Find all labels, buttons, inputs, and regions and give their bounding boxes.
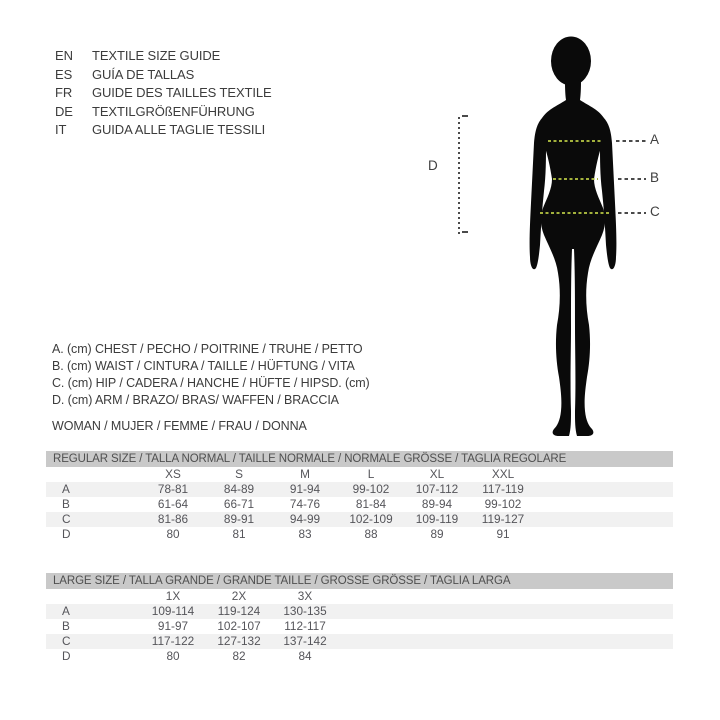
row-label: B [62,497,70,511]
cell: 91 [496,527,510,541]
table-row [46,497,673,512]
regular-size-header-row [46,467,673,482]
table-row [46,619,673,634]
language-row [55,103,272,122]
cell: 99-102 [484,497,522,511]
corner-cell [46,467,140,482]
cell: 107-112 [415,482,459,496]
col-header: XL [429,467,445,481]
silhouette-right-arm [600,117,616,269]
corner-cell [46,589,140,604]
col-header: S [235,467,243,481]
row-label: B [62,619,70,633]
language-code: DE [55,103,73,119]
measurement-hip: C. (cm) HIP / CADERA / HANCHE / HÜFTE / HIPSD. (cm) [52,376,370,390]
cell: 94-99 [289,512,321,526]
woman-silhouette [515,33,635,443]
arm-line-bottom-tick [462,231,468,233]
chest-measure-line [548,140,601,142]
silhouette-head [551,37,591,86]
cell: 119-124 [217,604,261,618]
row-label: C [62,634,71,648]
col-header: L [367,467,375,481]
regular-size-table-title: REGULAR SIZE / TALLA NORMAL / TAILLE NORMALE / NORMALE GRÖSSE / TAGLIA REGOLARE [46,451,673,467]
waist-measure-line [553,178,598,180]
language-title: GUIDE DES TAILLES TEXTILE [92,85,272,101]
cell: 74-76 [289,497,321,511]
row-label: A [62,604,70,618]
cell: 127-132 [217,634,261,648]
row-label: A [62,482,70,496]
col-header: 1X [165,589,181,603]
table-row [46,634,673,649]
language-title: TEXTILGRÖßENFÜHRUNG [92,103,255,119]
language-list [55,47,272,140]
waist-pointer-line [618,178,646,180]
language-title: GUIDA ALLE TAGLIE TESSILI [92,122,266,138]
arm-measure-line [458,117,460,234]
large-size-header-row [46,589,673,604]
arm-line-top-tick [462,115,468,117]
large-size-table [46,573,673,664]
cell: 112-117 [284,619,326,633]
table-row [46,512,673,527]
cell: 137-142 [283,634,327,648]
language-row [55,47,272,66]
language-title: GUÍA DE TALLAS [92,66,195,82]
col-header: M [300,467,310,481]
col-header: 2X [231,589,247,603]
cell: 109-114 [151,604,195,618]
chest-label: A [650,132,660,147]
regular-size-table [46,451,673,542]
silhouette-body [540,79,606,436]
cell: 91-94 [289,482,321,496]
cell: 83 [298,527,312,541]
language-row [55,121,272,140]
cell: 81 [232,527,246,541]
table-row [46,482,673,497]
language-code: EN [55,48,73,63]
language-title: TEXTILE SIZE GUIDE [92,48,221,63]
cell: 81-84 [355,497,387,511]
row-label: C [62,512,71,526]
language-code: ES [55,66,73,82]
cell: 84 [298,649,312,663]
measurement-chest: A. (cm) CHEST / PECHO / POITRINE / TRUHE / PETTO [52,342,363,356]
measurement-arm: D. (cm) ARM / BRAZO/ BRAS/ WAFFEN / BRACCIA [52,393,339,407]
measurement-legend [52,341,370,409]
col-header: 3X [297,589,313,603]
hip-label: C [650,204,660,219]
waist-label: B [650,170,660,185]
cell: 130-135 [283,604,327,618]
cell: 91-97 [157,619,189,633]
cell: 81-86 [157,512,189,526]
hip-measure-line [540,212,610,214]
table-row [46,527,673,542]
language-code: FR [55,85,73,101]
cell: 80 [166,649,180,663]
row-label: D [62,649,71,663]
cell: 102-107 [217,619,261,633]
cell: 66-71 [223,497,255,511]
table-row [46,604,673,619]
hip-pointer-line [618,212,646,214]
figure-area [420,25,715,453]
large-size-table-title: LARGE SIZE / TALLA GRANDE / GRANDE TAILLE / GROSSE GRÖSSE / TAGLIA LARGA [46,573,673,589]
cell: 102-109 [349,512,393,526]
language-code: IT [55,122,67,138]
language-row [55,84,272,103]
cell: 78-81 [157,482,189,496]
cell: 61-64 [157,497,189,511]
language-row [55,66,272,85]
cell: 89-94 [421,497,453,511]
chest-pointer-line [616,140,646,142]
cell: 84-89 [223,482,255,496]
arm-label: D [428,158,438,173]
cell: 89 [430,527,444,541]
col-header: XS [165,467,181,481]
cell: 109-119 [415,512,459,526]
cell: 99-102 [352,482,390,496]
cell: 117-122 [151,634,195,648]
col-header: XXL [491,467,515,481]
table-row [46,649,673,664]
cell: 88 [364,527,378,541]
row-label: D [62,527,71,541]
gender-line: WOMAN / MUJER / FEMME / FRAU / DONNA [52,419,307,433]
cell: 80 [166,527,180,541]
cell: 82 [232,649,246,663]
cell: 89-91 [223,512,255,526]
measurement-waist: B. (cm) WAIST / CINTURA / TAILLE / HÜFTUNG / VITA [52,359,355,373]
cell: 119-127 [481,512,525,526]
cell: 117-119 [482,482,524,496]
silhouette-left-arm [530,117,546,269]
